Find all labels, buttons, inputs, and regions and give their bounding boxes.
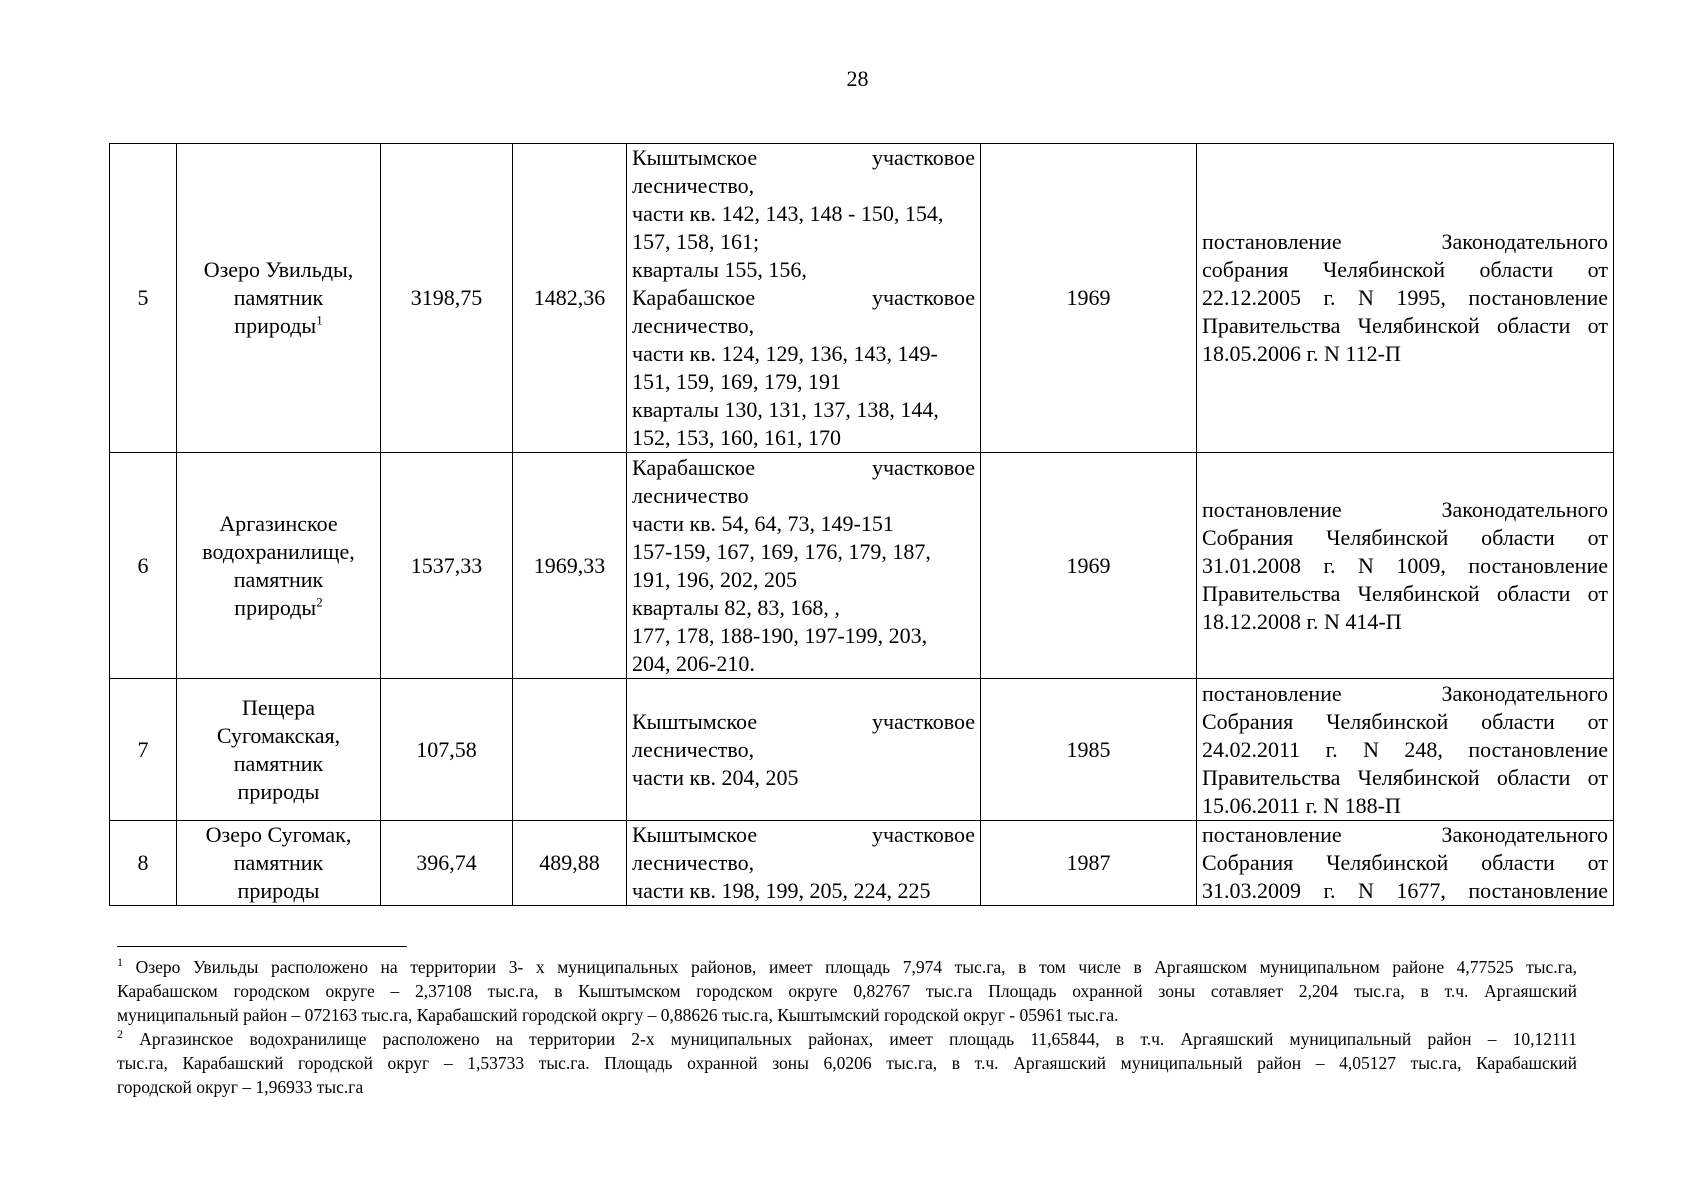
location-line: лесничество, xyxy=(632,173,755,198)
name-line: природы xyxy=(237,878,320,903)
legal-document xyxy=(1197,453,1614,679)
row-number: 5 xyxy=(110,144,177,453)
document-line: Собрания Челябинской области от xyxy=(1202,708,1608,734)
name-line: природы$^2$ xyxy=(234,594,323,620)
establishment-year: 1987 xyxy=(981,821,1197,906)
name-line: водохранилище, xyxy=(202,538,355,564)
location-line: 152, 153, 160, 161, 170 xyxy=(632,425,841,450)
name-line: природы$^1$ xyxy=(234,312,323,338)
footnote-text: тыс.га, Карабашский городской округ – 1,53733 тыс.га. Площадь охранной зоны 6,0206 тыс.га, в т.ч. Аргаяшский муниципальный район – 4,05127 тыс.га, Карабашский xyxy=(117,1053,1577,1073)
document-line: 18.05.2006 г. N 112-П xyxy=(1202,341,1401,366)
page-number: 28 xyxy=(846,66,869,91)
footnote-text: муниципальный район – 072163 тыс.га, Карабашский городской окргу – 0,88626 тыс.га, Кыштымский городской округ - 05961 тыс.га. xyxy=(117,1005,1119,1025)
document-line: 31.01.2008 г. N 1009, постановление xyxy=(1202,552,1608,578)
document-line: 31.03.2009 г. N 1677, постановление xyxy=(1202,878,1608,903)
name-line: памятник xyxy=(233,750,324,776)
location-line: части кв. 198, 199, 205, 224, 225 xyxy=(632,878,931,903)
footnote-line xyxy=(117,955,1577,979)
location-line: 204, 206-210. xyxy=(632,650,755,676)
legal-document xyxy=(1197,144,1614,453)
document-line: постановление Законодательного xyxy=(1202,229,1608,254)
document-line: 15.06.2011 г. N 188-П xyxy=(1202,792,1401,818)
footnote-text: Озеро Увильды расположено на территории 3- х муниципальных районов, имеет площадь 7,974 тыс.га, в том числе в Аргаяшском муниципальном районе 4,77525 тыс.га, xyxy=(123,957,1577,977)
monument-name xyxy=(177,144,381,453)
name-line: памятник xyxy=(233,285,324,310)
footnote-line xyxy=(117,1075,1577,1099)
location-line: части кв. 142, 143, 148 - 150, 154, xyxy=(632,201,944,226)
document-line: собрания Челябинской области от xyxy=(1202,257,1608,282)
area-protection-zone: 489,88 xyxy=(513,821,627,906)
location-line: лесничество, xyxy=(632,850,755,875)
footnote-mark: 2 xyxy=(117,1027,123,1042)
location-line: кварталы 130, 131, 137, 138, 144, xyxy=(632,397,939,422)
area-protection-zone: 1482,36 xyxy=(513,144,627,453)
footnote-line xyxy=(117,1003,1577,1027)
location-line: части кв. 124, 129, 136, 143, 149- xyxy=(632,341,938,366)
document-line: Собрания Челябинской области от xyxy=(1202,850,1608,875)
location-line: 151, 159, 169, 179, 191 xyxy=(632,369,841,394)
footnote-ref: 1 xyxy=(316,312,323,328)
location-line: лесничество, xyxy=(632,313,755,338)
nature-monuments-table xyxy=(109,143,1614,906)
location-line: Карабашское участковое xyxy=(632,285,975,310)
location-line: Кыштымское участковое xyxy=(632,708,975,734)
name-line: природы xyxy=(237,778,320,804)
document-line: постановление Законодательного xyxy=(1202,680,1608,706)
area-total: 3198,75 xyxy=(381,144,513,453)
name-line: памятник xyxy=(233,566,324,592)
area-protection-zone: 1969,33 xyxy=(513,453,627,679)
legal-document xyxy=(1197,679,1614,821)
table-row xyxy=(110,821,1614,906)
table-row xyxy=(110,679,1614,821)
footnote-line xyxy=(117,979,1577,1003)
location-line: части кв. 204, 205 xyxy=(632,764,799,790)
location-description xyxy=(627,679,981,821)
footnotes xyxy=(117,955,1577,1099)
footnote-text: Аргазинское водохранилище расположено на территории 2-х муниципальных районах, имеет площадь 11,65844, в т.ч. Аргаяшский муниципальный район – 10,12111 xyxy=(123,1029,1577,1049)
footnote-text: городской округ – 1,96933 тыс.га xyxy=(117,1077,364,1097)
table-row xyxy=(110,144,1614,453)
location-description xyxy=(627,453,981,679)
monument-name xyxy=(177,453,381,679)
location-line: 177, 178, 188-190, 197-199, 203, xyxy=(632,622,928,648)
document-line: Правительства Челябинской области от xyxy=(1202,580,1608,606)
name-line: Озеро Сугомак, xyxy=(205,822,352,847)
area-total: 396,74 xyxy=(381,821,513,906)
establishment-year: 1985 xyxy=(981,679,1197,821)
location-line: 157, 158, 161; xyxy=(632,229,760,254)
legal-document xyxy=(1197,821,1614,906)
document-line: Собрания Челябинской области от xyxy=(1202,524,1608,550)
establishment-year: 1969 xyxy=(981,453,1197,679)
area-protection-zone xyxy=(513,679,627,821)
location-description xyxy=(627,821,981,906)
area-total: 1537,33 xyxy=(381,453,513,679)
location-line: кварталы 155, 156, xyxy=(632,257,807,282)
row-number: 7 xyxy=(110,679,177,821)
location-line: 157-159, 167, 169, 176, 179, 187, xyxy=(632,538,931,564)
row-number: 8 xyxy=(110,821,177,906)
location-line: Карабашское участковое xyxy=(632,454,975,480)
table-row xyxy=(110,453,1614,679)
footnote-line xyxy=(117,1051,1577,1075)
footnote-line xyxy=(117,1027,1577,1051)
location-line: лесничество, xyxy=(632,736,755,762)
area-total: 107,58 xyxy=(381,679,513,821)
document-line: 18.12.2008 г. N 414-П xyxy=(1202,608,1402,634)
document-line: постановление Законодательного xyxy=(1202,496,1608,522)
footnote-text: Карабашском городском округе – 2,37108 тыс.га, в Кыштымском городском округе 0,82767 тыс.га Площадь охранной зоны сотавляет 2,204 тыс.га, в т.ч. Аргаяшский xyxy=(117,981,1577,1001)
monument-name xyxy=(177,679,381,821)
footnote-mark: 1 xyxy=(117,955,123,970)
establishment-year: 1969 xyxy=(981,144,1197,453)
name-line: Озеро Увильды, xyxy=(203,257,354,282)
monument-name xyxy=(177,821,381,906)
name-line: Сугомакская, xyxy=(216,722,341,748)
document-line: 22.12.2005 г. N 1995, постановление xyxy=(1202,285,1608,310)
name-line: памятник xyxy=(233,850,324,875)
name-line: Аргазинское xyxy=(219,510,338,536)
document-line: Правительства Челябинской области от xyxy=(1202,764,1608,790)
row-number: 6 xyxy=(110,453,177,679)
location-line: лесничество xyxy=(632,482,749,508)
document-line: 24.02.2011 г. N 248, постановление xyxy=(1202,736,1608,762)
location-line: части кв. 54, 64, 73, 149-151 xyxy=(632,510,894,536)
location-description xyxy=(627,144,981,453)
footnote-ref: 2 xyxy=(316,594,323,610)
location-line: Кыштымское участковое xyxy=(632,822,975,847)
document-line: постановление Законодательного xyxy=(1202,822,1608,847)
location-line: Кыштымское участковое xyxy=(632,145,975,170)
location-line: 191, 196, 202, 205 xyxy=(632,566,797,592)
name-line: Пещера xyxy=(241,694,316,720)
footnote-separator xyxy=(117,946,407,947)
location-line: кварталы 82, 83, 168, , xyxy=(632,594,840,620)
document-line: Правительства Челябинской области от xyxy=(1202,313,1608,338)
